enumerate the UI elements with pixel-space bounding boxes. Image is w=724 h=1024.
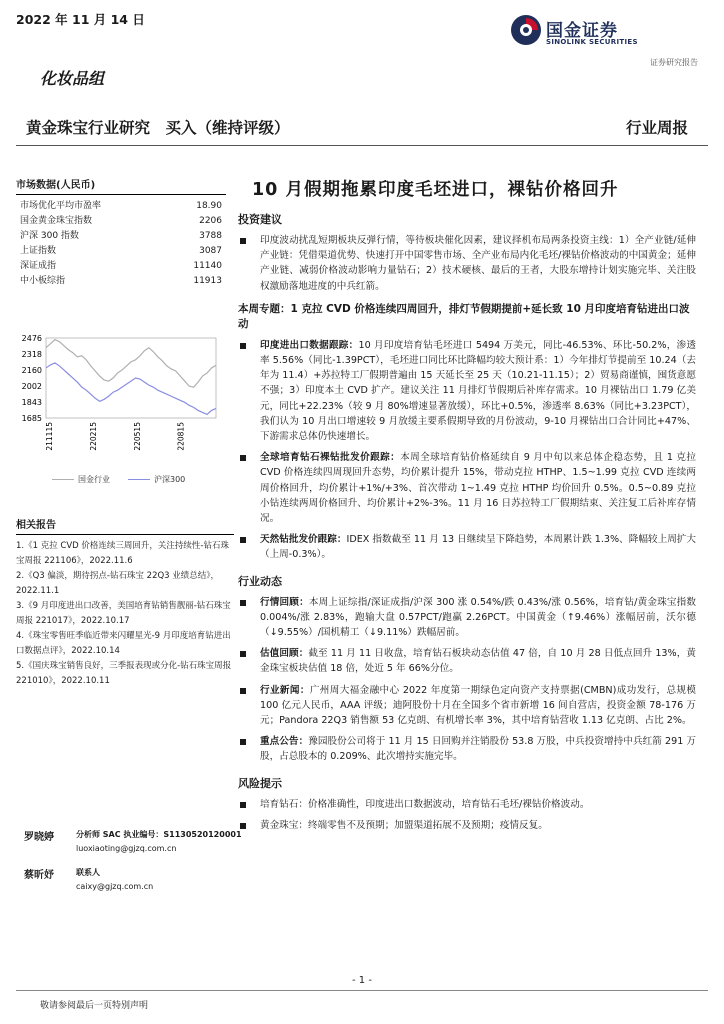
bullet-valuation: [238, 646, 696, 676]
market-data-title: 市场数据(人民币): [16, 176, 226, 195]
bullet-announcements: [238, 734, 696, 764]
y-tick-label: 2476: [21, 334, 42, 343]
related-report-item[interactable]: 5.《国庆珠宝销售良好，三季报表现或分化-钻石珠宝周报 221010》，2022.10.11: [16, 661, 232, 686]
bullet-text: 本周全球培育钻价格延续自 9 月中旬以来总体企稳态势，且 1 克拉 CVD 价格连续四周现回升态势，均价累计提升 15%，带动克拉 HTHP、1.5~1.99 克拉 CVD 连续两周价格回升，均价累计+1%/+3%、首次带动 1~1.49 克拉 HTHP 均价回升 0.5%。0.5~0.89 克拉小钻连续两周价格回升、均价累计+2%-3%。11 月 16 日苏拉特工厂假期结束、关注复工后补库存情况。: [260, 452, 697, 525]
legend-line-icon: [128, 479, 150, 480]
bullet-text: 豫园股份公司将于 11 月 15 日回购并注销股份 53.8 万股，中兵投资增持中兵红箭 291 万股，占总股本的 0.209%、此次增持实施完毕。: [260, 736, 697, 763]
bullet-text: 本周上证综指/深证成指/沪深 300 涨 0.54%/跌 0.43%/涨 0.56%，培育钻/黄金珠宝指数 0.004%/涨 2.83%，跑输大盘 0.57PCT/跑赢 2.26PCT。中国黄金（↑9.46%）涨幅居前，沃尔德（↓9.55%）/国机精工（↓9.11%）跌幅居前。: [260, 596, 697, 639]
x-tick-label: 211115: [45, 422, 54, 451]
bullet-natural-diamond: [238, 532, 696, 562]
market-label: 深证成指: [20, 261, 57, 271]
market-label: 中小板综指: [20, 276, 66, 286]
page-number: - 1 -: [352, 975, 372, 986]
series-line-1: [46, 363, 216, 415]
bullet-text: 10 月印度培育钻毛坯进口 5494 万美元，同比-46.53%、环比-50.2%，渗透率 5.56%（同比-1.39PCT），毛坯进口同比环比降幅均较大预计系：1）今年排灯节提前至 10.24（去年为 11.4）+苏拉特工厂假期普遍由 15 天延长至 25 天（10.21-11.15）；2）贸易商谨慎，囤货意愿不强；3）印度本土 CVD 扩产。建议关注 11 月排灯节假期后补库存需求。10 月裸钻出口 1.79 亿美元，同比+22.23%（较 9 月 80%增速显著放缓），环比+0.5%，渗透率 8.63%（同比+3.23PCT），我们认为 10 月出口增速较 9 月放缓主要系假期导致的月份波动，9-10 月裸钻出口合计同比+47%、下游需求总体仍快速增长。: [260, 339, 697, 443]
headline: 10 月假期拖累印度毛坯进口，裸钻价格回升: [252, 180, 619, 200]
y-tick-label: 1843: [21, 398, 42, 408]
footer-disclaimer[interactable]: 敬请参阅最后一页特别声明: [40, 1001, 149, 1011]
author-role: 联系人: [76, 868, 100, 877]
logo-text-en: SINOLINK SECURITIES: [546, 38, 638, 46]
author-name: 蔡昕妤: [24, 870, 54, 881]
section-title-industry: 行业动态: [238, 574, 282, 588]
y-tick-label: 2318: [21, 349, 42, 359]
bullet-heading: 重点公告：: [260, 736, 309, 748]
market-row: [16, 259, 226, 274]
bullet-risk-lab: [238, 797, 696, 812]
bullet-risk-gold: [238, 818, 696, 833]
main-content: [238, 176, 696, 833]
bullet-heading: 天然钻批发价跟踪：: [260, 534, 347, 546]
x-tick-label: 220815: [176, 422, 186, 451]
report-date: 2022 年 11 月 14 日: [16, 12, 145, 27]
legend-label: 国金行业: [78, 475, 110, 484]
special-topic: 本周专题：1 克拉 CVD 价格连续四周回升，排灯节假期提前+延长致 10 月印度培育钻进出口波动: [238, 302, 690, 330]
bullet-market-review: [238, 595, 696, 641]
market-label: 市场优化平均市盈率: [20, 201, 102, 211]
market-row: [16, 229, 226, 244]
bullet-text: 黄金珠宝：终端零售不及预期；加盟渠道拓展不及预期；疫情反复。: [260, 819, 548, 831]
related-report-item[interactable]: 2.《Q3 偏淡，期待拐点-钻石珠宝 22Q3 业绩总结》，2022.11.1: [16, 571, 220, 596]
bullet-text: IDEX 指数截至 11 月 13 日继续呈下降趋势，本周累计跌 1.3%、降幅较上周扩大（上周-0.3%）。: [260, 534, 697, 561]
bullet-text: 培育钻石：价格准确性，印度进出口数据波动，培育钻石毛坯/裸钻价格波动。: [260, 798, 590, 810]
author-block: [16, 828, 246, 858]
bullet-heading: 估值回顾：: [260, 648, 309, 660]
market-value: 3087: [199, 246, 222, 256]
market-label: 国金黄金珠宝指数: [20, 216, 93, 226]
index-chart: [16, 330, 226, 490]
legend-label: 沪深300: [154, 475, 186, 484]
bullet-text: 截至 11 月 11 日收盘，培育钻石板块动态估值 47 倍，自 10 月 28 日低点回升 13%，黄金珠宝板块估值 18 倍，处近 5 年 66%分位。: [260, 648, 696, 675]
bullet-industry-news: [238, 683, 696, 729]
market-value: 3788: [199, 231, 222, 241]
market-value: 11140: [193, 261, 222, 271]
legend-line-icon: [52, 479, 74, 480]
market-row: [16, 199, 226, 214]
author-info: [76, 828, 242, 856]
author-email[interactable]: luoxiaoting@gjzq.com.cn: [76, 844, 177, 853]
bullet-text: 印度波动扰乱短期板块反弹行情，等待板块催化因素，建议择机布局两条投资主线：1）全产业链/延伸产业链：凭借渠道优势、快速打开中国零售市场、全产业布局内化毛坯/裸钻价格波动的中国黄金；延伸产业链、减弱价格波动影响力量钻石；2）技术硬核、最后的王者，大股东增持计划实施完毕、关注股权激励落地进度的中兵红箭。: [260, 235, 696, 292]
market-value: 18.90: [196, 201, 222, 211]
chart-legend: [52, 474, 185, 485]
bullet-heading: 行业新闻：: [260, 684, 310, 696]
author-block: [16, 866, 246, 896]
related-report-item[interactable]: 1.《1 克拉 CVD 价格连续三周回升，关注持续性-钻石珠宝周报 221106》，2022.11.6: [16, 541, 229, 566]
market-label: 上证指数: [20, 246, 57, 256]
bullet-invest: [238, 233, 696, 294]
author-info: [76, 866, 153, 894]
report-title: 黄金珠宝行业研究 买入（维持评级）: [26, 119, 290, 137]
market-row: [16, 274, 226, 289]
logo-emblem-icon: [510, 14, 542, 46]
related-report-item[interactable]: 3.《9 月印度进出口改善，美国培育钻销售靓丽-钻石珠宝周报 221017》，2022.10.17: [16, 601, 231, 626]
report-type: 行业周报: [625, 119, 688, 137]
related-report-item[interactable]: 4.《珠宝零售旺季临近带来闪耀星光-9 月印度培育钻进出口数据点评》，2022.10.14: [16, 631, 231, 656]
author-cert: 分析师 SAC 执业编号：S1130520120001: [76, 830, 242, 839]
market-label: 沪深 300 指数: [20, 231, 79, 241]
bullet-india-trade: [238, 338, 696, 444]
legend-item: [52, 474, 110, 485]
index-chart-svg: [16, 330, 226, 470]
market-value: 2206: [199, 216, 222, 226]
bullet-heading: 印度进出口数据跟踪：: [260, 339, 359, 351]
x-tick-label: 220215: [88, 422, 98, 451]
footer-divider: [16, 990, 708, 991]
market-row: [16, 214, 226, 229]
related-reports-title: 相关报告: [16, 516, 234, 535]
y-tick-label: 2002: [21, 381, 42, 391]
report-category: 证券研究报告: [650, 58, 698, 67]
author-name: 罗晓婷: [24, 832, 54, 843]
bullet-text: 广州周大福金融中心 2022 年度第一期绿色定向资产支持票据(CMBN)成功发行，总规模 100 亿元人民币，AAA 评级；迪阿股份十月在全国多个省市新增 16 间自营店，投资金额 78-176 万元；Pandora 22Q3 销售额 53 亿克朗、有机增长率 3%，其中培育钻营收 1.13 亿克朗、占比 2%。: [260, 684, 697, 727]
section-title-risk: 风险提示: [238, 776, 282, 790]
bullet-heading: 行情回顾：: [260, 596, 309, 608]
company-logo: [510, 14, 710, 54]
bullet-heading: 全球培育钻石裸钻批发价跟踪：: [260, 452, 401, 464]
author-email[interactable]: caixy@gjzq.com.cn: [76, 882, 154, 891]
section-title-invest: 投资建议: [238, 213, 282, 226]
market-data-panel: [16, 176, 226, 289]
header-divider: [16, 145, 708, 146]
related-reports: [16, 516, 234, 689]
bullet-lab-diamond-price: [238, 450, 696, 526]
market-value: 11913: [193, 276, 222, 286]
y-tick-label: 2160: [21, 365, 42, 375]
x-tick-label: 220515: [132, 422, 142, 451]
y-tick-label: 1685: [21, 414, 42, 423]
legend-item: [128, 474, 185, 485]
market-row: [16, 244, 226, 259]
logo-text-cn: 国金证券: [546, 21, 618, 41]
series-line-0: [46, 340, 216, 388]
team-name: 化妆品组: [40, 69, 105, 88]
